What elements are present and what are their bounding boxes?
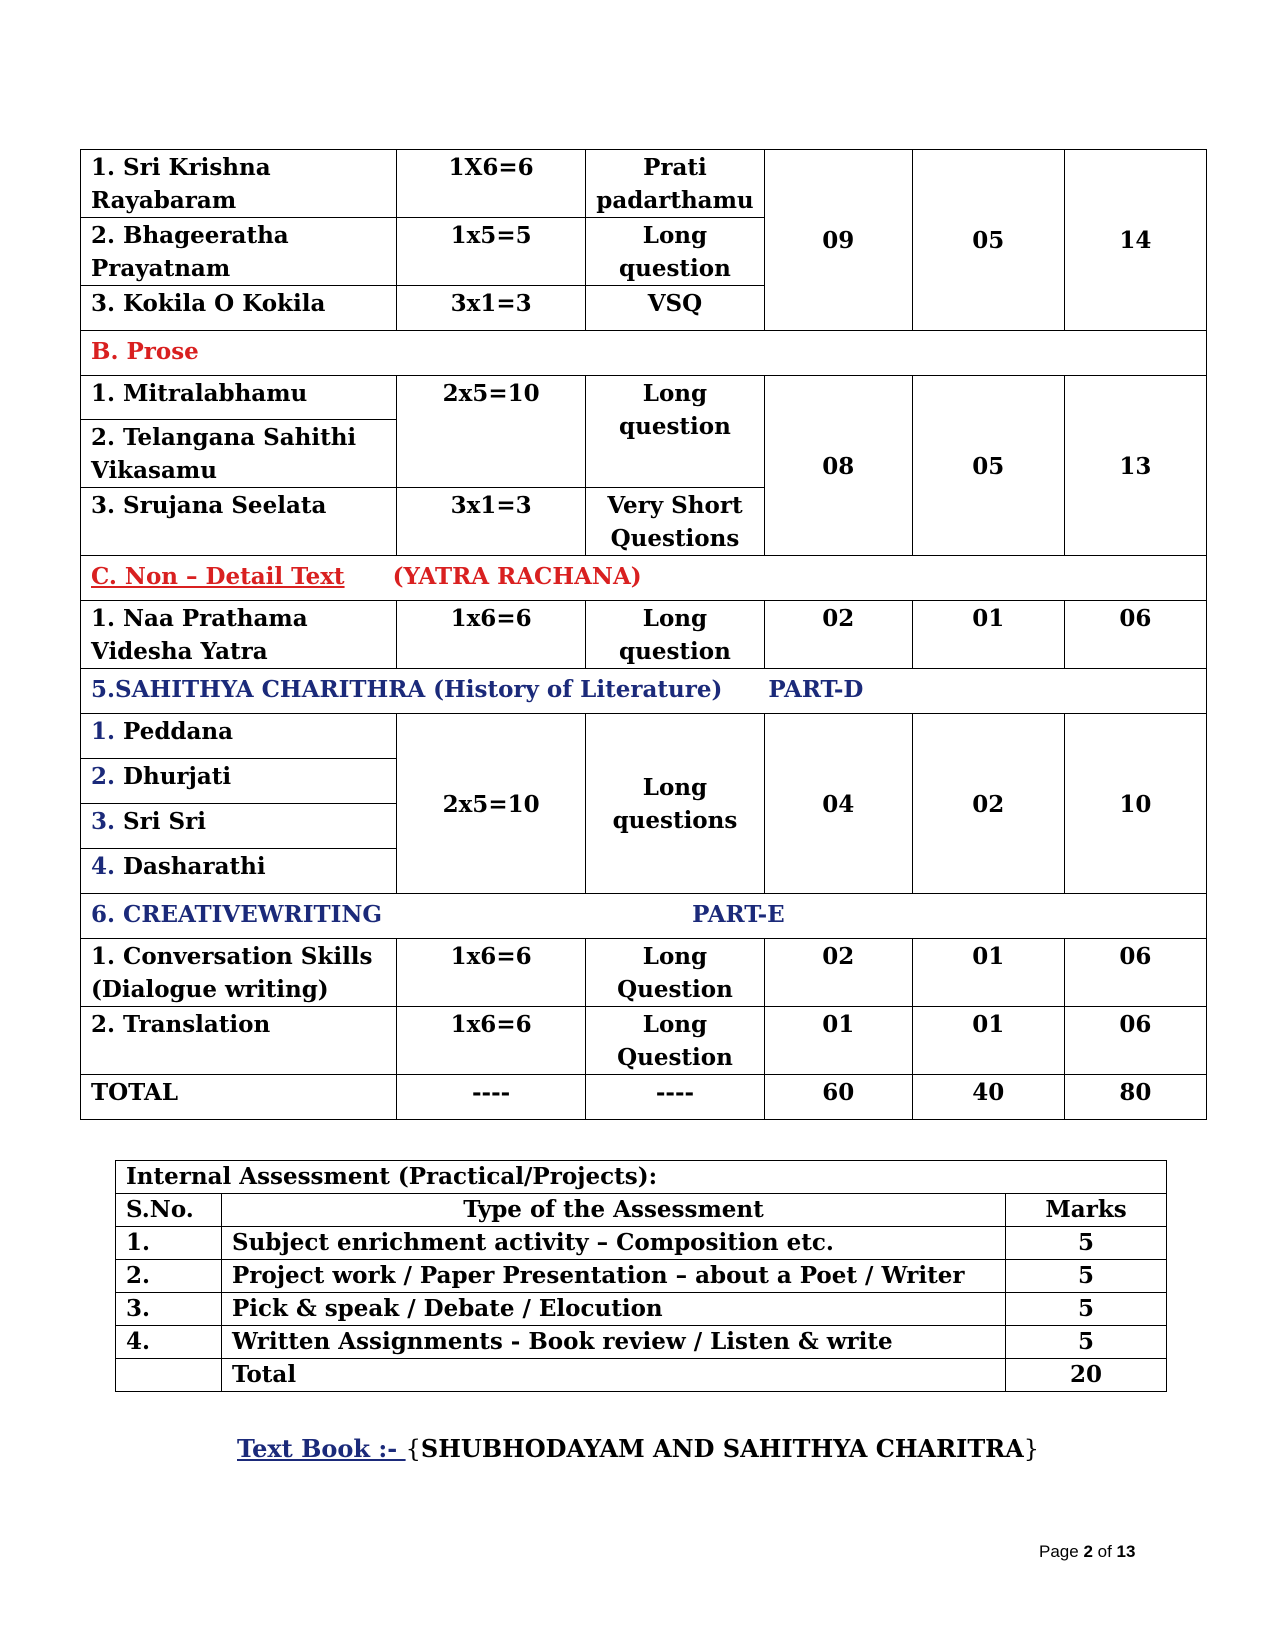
table-row — [81, 939, 1207, 1007]
marks-cell: 1X6=6 — [396, 150, 585, 218]
marks-cell: 5 — [1006, 1326, 1167, 1359]
marks-cell: 1x6=6 — [396, 939, 585, 1007]
total-row — [81, 1075, 1207, 1120]
lesson-cell: 3. Kokila O Kokila — [81, 286, 397, 331]
total-cell: 10 — [1064, 714, 1206, 894]
total-cell: 02 — [912, 714, 1064, 894]
history-item: 4. Dasharathi — [81, 849, 397, 894]
section-5-part: PART-D — [768, 676, 864, 703]
marks-cell: 3x1=3 — [396, 286, 585, 331]
table-row — [81, 601, 1207, 669]
history-item: 3. Sri Sri — [81, 804, 397, 849]
question-type-cell: Long questions — [586, 714, 764, 894]
marks-distribution-table — [80, 149, 1207, 1120]
sno-cell: 4. — [116, 1326, 222, 1359]
column-header: Type of the Assessment — [221, 1194, 1005, 1227]
marks-cell: 2x5=10 — [396, 714, 585, 894]
total-row — [116, 1359, 1167, 1392]
lesson-cell: 2. Telangana Sahithi Vikasamu — [81, 420, 397, 488]
marks-cell: 3x1=3 — [396, 488, 585, 556]
question-type-cell: VSQ — [586, 286, 764, 331]
section-heading-row — [81, 556, 1207, 601]
total-cell: 01 — [764, 1007, 912, 1075]
section-c-subtitle: (YATRA RACHANA) — [392, 563, 642, 590]
sno-cell: 2. — [116, 1260, 222, 1293]
total-cell: 01 — [912, 939, 1064, 1007]
assessment-type-cell: Subject enrichment activity – Composition etc. — [221, 1227, 1005, 1260]
column-header: S.No. — [116, 1194, 222, 1227]
total-cell: 01 — [912, 1007, 1064, 1075]
total-label: TOTAL — [81, 1075, 397, 1120]
section-heading-row — [81, 894, 1207, 939]
lesson-cell: 1. Conversation Skills (Dialogue writing) — [81, 939, 397, 1007]
marks-cell: 2x5=10 — [396, 376, 585, 488]
page-prefix: Page — [1039, 1542, 1084, 1561]
question-type-cell: ---- — [586, 1075, 764, 1120]
lesson-cell: 2. Bhageeratha Prayatnam — [81, 218, 397, 286]
total-cell: 06 — [1064, 939, 1206, 1007]
close-brace: } — [1023, 1435, 1040, 1463]
history-item: 1. Peddana — [81, 714, 397, 759]
table-row — [81, 150, 1207, 218]
table-row — [116, 1326, 1167, 1359]
total-cell: 09 — [764, 150, 912, 331]
assessment-type-cell: Project work / Paper Presentation – about a Poet / Writer — [221, 1260, 1005, 1293]
section-6-title: 6. CREATIVEWRITING — [91, 901, 383, 928]
total-cell: 02 — [764, 939, 912, 1007]
section-heading-row — [81, 331, 1207, 376]
section-5-title: 5.SAHITHYA CHARITHRA (History of Literature) — [91, 676, 723, 703]
total-cell: 05 — [912, 150, 1064, 331]
sno-cell: 3. — [116, 1293, 222, 1326]
assessment-type-cell: Written Assignments - Book review / Listen & write — [221, 1326, 1005, 1359]
table-row — [81, 376, 1207, 420]
total-cell: 05 — [912, 376, 1064, 556]
marks-cell: 1x6=6 — [396, 601, 585, 669]
section-6-part: PART-E — [692, 901, 785, 928]
lesson-cell: 1. Naa Prathama Videsha Yatra — [81, 601, 397, 669]
total-pages: 13 — [1116, 1542, 1136, 1561]
total-cell: 14 — [1064, 150, 1206, 331]
table-row — [116, 1161, 1167, 1194]
total-label: Total — [221, 1359, 1005, 1392]
page-of: of — [1092, 1542, 1117, 1561]
table-header-row — [116, 1194, 1167, 1227]
current-page: 2 — [1083, 1542, 1093, 1561]
total-cell: 80 — [1064, 1075, 1206, 1120]
text-book-title: SHUBHODAYAM AND SAHITHYA CHARITRA — [420, 1434, 1024, 1463]
column-header: Marks — [1006, 1194, 1167, 1227]
total-cell: 06 — [1064, 601, 1206, 669]
table-row — [81, 714, 1207, 759]
question-type-cell: Long Question — [586, 1007, 764, 1075]
section-c-heading — [81, 556, 1207, 601]
section-6-heading — [81, 894, 1207, 939]
open-brace: { — [405, 1435, 421, 1463]
history-item: 2. Dhurjati — [81, 759, 397, 804]
total-cell: 01 — [912, 601, 1064, 669]
assessment-type-cell: Pick & speak / Debate / Elocution — [221, 1293, 1005, 1326]
lesson-cell: 3. Srujana Seelata — [81, 488, 397, 556]
marks-cell: 1x5=5 — [396, 218, 585, 286]
total-cell: 06 — [1064, 1007, 1206, 1075]
section-heading-row — [81, 669, 1207, 714]
internal-assessment-title: Internal Assessment (Practical/Projects): — [116, 1161, 1167, 1194]
page-number — [1039, 1542, 1135, 1562]
total-cell: 08 — [764, 376, 912, 556]
marks-cell: 5 — [1006, 1227, 1167, 1260]
total-marks-cell: 20 — [1006, 1359, 1167, 1392]
table-row — [116, 1227, 1167, 1260]
section-b-heading: B. Prose — [81, 331, 1207, 376]
question-type-cell: Long question — [586, 376, 764, 488]
marks-cell: 5 — [1006, 1293, 1167, 1326]
lesson-cell: 1. Sri Krishna Rayabaram — [81, 150, 397, 218]
section-5-heading — [81, 669, 1207, 714]
total-cell: 60 — [764, 1075, 912, 1120]
internal-assessment-table — [115, 1160, 1167, 1392]
total-cell: 04 — [764, 714, 912, 894]
question-type-cell: Long question — [586, 601, 764, 669]
marks-cell: ---- — [396, 1075, 585, 1120]
question-type-cell: Long Question — [586, 939, 764, 1007]
text-book-line — [237, 1434, 1039, 1463]
table-row — [116, 1293, 1167, 1326]
lesson-cell: 1. Mitralabhamu — [81, 376, 397, 420]
sno-cell — [116, 1359, 222, 1392]
marks-cell: 1x6=6 — [396, 1007, 585, 1075]
question-type-cell: Long question — [586, 218, 764, 286]
total-cell: 40 — [912, 1075, 1064, 1120]
table-row — [116, 1260, 1167, 1293]
sno-cell: 1. — [116, 1227, 222, 1260]
question-type-cell: Very Short Questions — [586, 488, 764, 556]
lesson-cell: 2. Translation — [81, 1007, 397, 1075]
question-type-cell: Prati padarthamu — [586, 150, 764, 218]
table-row — [81, 1007, 1207, 1075]
section-c-title: C. Non – Detail Text — [91, 563, 345, 590]
total-cell: 13 — [1064, 376, 1206, 556]
text-book-label: Text Book :- — [237, 1434, 406, 1463]
marks-cell: 5 — [1006, 1260, 1167, 1293]
total-cell: 02 — [764, 601, 912, 669]
